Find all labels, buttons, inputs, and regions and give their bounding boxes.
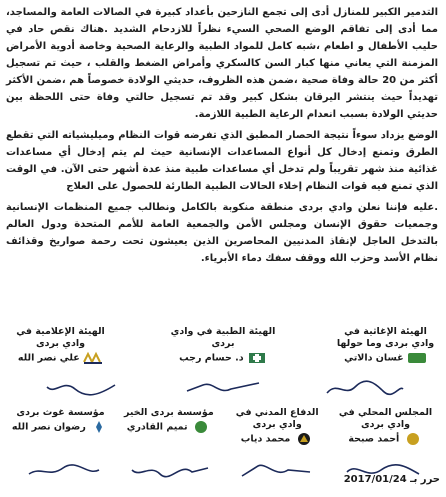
org-rep-name: أحمد صبحة bbox=[348, 433, 400, 445]
org-name: الهيئة الإغاثية في وادي بردى وما حولها bbox=[336, 326, 435, 349]
org-rep-name: د. حسام رجب bbox=[179, 352, 244, 364]
org-rep bbox=[171, 351, 276, 365]
alkhair-logo-icon bbox=[191, 420, 211, 434]
paragraph-3: .عليه فإننا نعلن وادي بردى منطقة منكوبة بالكامل ونطالب جميع المنظمات الإنسانية وجمعيات حقوق الإنسان ومجلس الأمن والجمعية العامة للأمم المتحدة ودول العالم بالتدخل العاجل لإنقاذ المدنيين المحاصرين الذين يعيشون تحت رحمة صواريخ وقذائف نظام الأسد وحزب الله ووقف سفك دماء الأبرياء. bbox=[6, 202, 438, 264]
org-relief-committee bbox=[333, 326, 438, 365]
signatures-row-1 bbox=[0, 371, 446, 405]
medical-logo-icon bbox=[247, 351, 267, 365]
org-barada-alkhair bbox=[116, 407, 221, 446]
issue-date-value: 2017/01/24 bbox=[343, 474, 407, 485]
paragraph-1: التدمير الكبير للمنازل أدى إلى تجمع النازحين بأعداد كبيرة في الصالات العامة والمساجد، مما أدى إلى تفاقم الوضع الصحي السيء نظراً للازدحام الشديد .هناك نقص حاد في حليب الأطفال و اطعام ،شبه كامل للمواد الطبية والرعاية الصحية وخاصة أدوية الأمراض المزمنة التي يعاني منها كبار السن كالسكري وأمراض الضغط والقلب ، حيث تم تسجيل أكثر من 20 حالة وفاة صحية ،ضمن هذه الظروف، حديثي الولادة خصوصاً هم ،ضمن الأكثر تهديداً حيث ينتشر اليرقان بشكل كبير وقد تم تسجيل حالتي وفاة حتى اللحظة بين حديثي الولادة بسبب انعدام الرعاية الطبية اللازمة. bbox=[6, 7, 438, 120]
org-rep bbox=[116, 420, 221, 434]
org-name: مؤسسة بردى الخير bbox=[123, 407, 214, 418]
civil-defense-logo-icon bbox=[294, 432, 314, 446]
signature-icon bbox=[41, 377, 121, 399]
signatories-row-1 bbox=[0, 326, 446, 365]
statement-body bbox=[6, 4, 438, 271]
org-rep-name: محمد دياب bbox=[240, 433, 291, 445]
org-rep-name: علي نصر الله bbox=[17, 352, 80, 364]
council-logo-icon bbox=[403, 432, 423, 446]
relief-logo-icon bbox=[407, 351, 427, 365]
org-rep bbox=[225, 432, 330, 446]
org-name: مؤسسة غوث بردى bbox=[16, 407, 105, 418]
signatories bbox=[0, 326, 446, 488]
issue-date-label: حرر بـ bbox=[410, 474, 440, 485]
org-rep-name: رضوان نصر الله bbox=[11, 421, 86, 433]
signature-icon bbox=[183, 377, 263, 399]
paragraph-2: الوضع يزداد سوءاً نتيجة الحصار المطبق الذي تفرضه قوات النظام وميليشياته التي تقطع الطرق وتمنع إدخال كل أنواع المساعدات الإنسانية حيث لم يتم إدخال أي مساعدات غذائية منذ شهر تقريباً ولم تدخل أي مساعدات طبية منذ عدة أشهر حتى الآن. في الوقت الذي تمنع فيه قوات النظام إخلاء الحالات الطبية الطارئة للحصول على العلاج bbox=[6, 130, 438, 192]
org-rep-name: تميم القادري bbox=[126, 421, 188, 433]
org-civil-defense bbox=[225, 407, 330, 446]
ghouth-logo-icon bbox=[89, 420, 109, 434]
org-rep-name: غسان دالاتي bbox=[344, 352, 404, 364]
signature-icon bbox=[325, 377, 405, 399]
org-name: الهيئة الإعلامية في وادي بردى bbox=[16, 326, 105, 349]
org-media-committee bbox=[8, 326, 113, 365]
org-rep bbox=[333, 351, 438, 365]
org-rep bbox=[333, 432, 438, 446]
org-rep bbox=[8, 351, 113, 365]
org-name: الدفاع المدني في وادي بردى bbox=[235, 407, 319, 430]
issue-date bbox=[0, 474, 446, 485]
media-logo-icon bbox=[83, 351, 103, 365]
org-medical-committee bbox=[171, 326, 276, 365]
signatories-row-2 bbox=[0, 407, 446, 446]
org-name: الهيئة الطبية في وادي بردى bbox=[170, 326, 276, 349]
org-name: المجلس المحلي في وادي بردى bbox=[338, 407, 433, 430]
org-ghouth-barada bbox=[8, 407, 113, 446]
org-rep bbox=[8, 420, 113, 434]
org-local-council bbox=[333, 407, 438, 446]
